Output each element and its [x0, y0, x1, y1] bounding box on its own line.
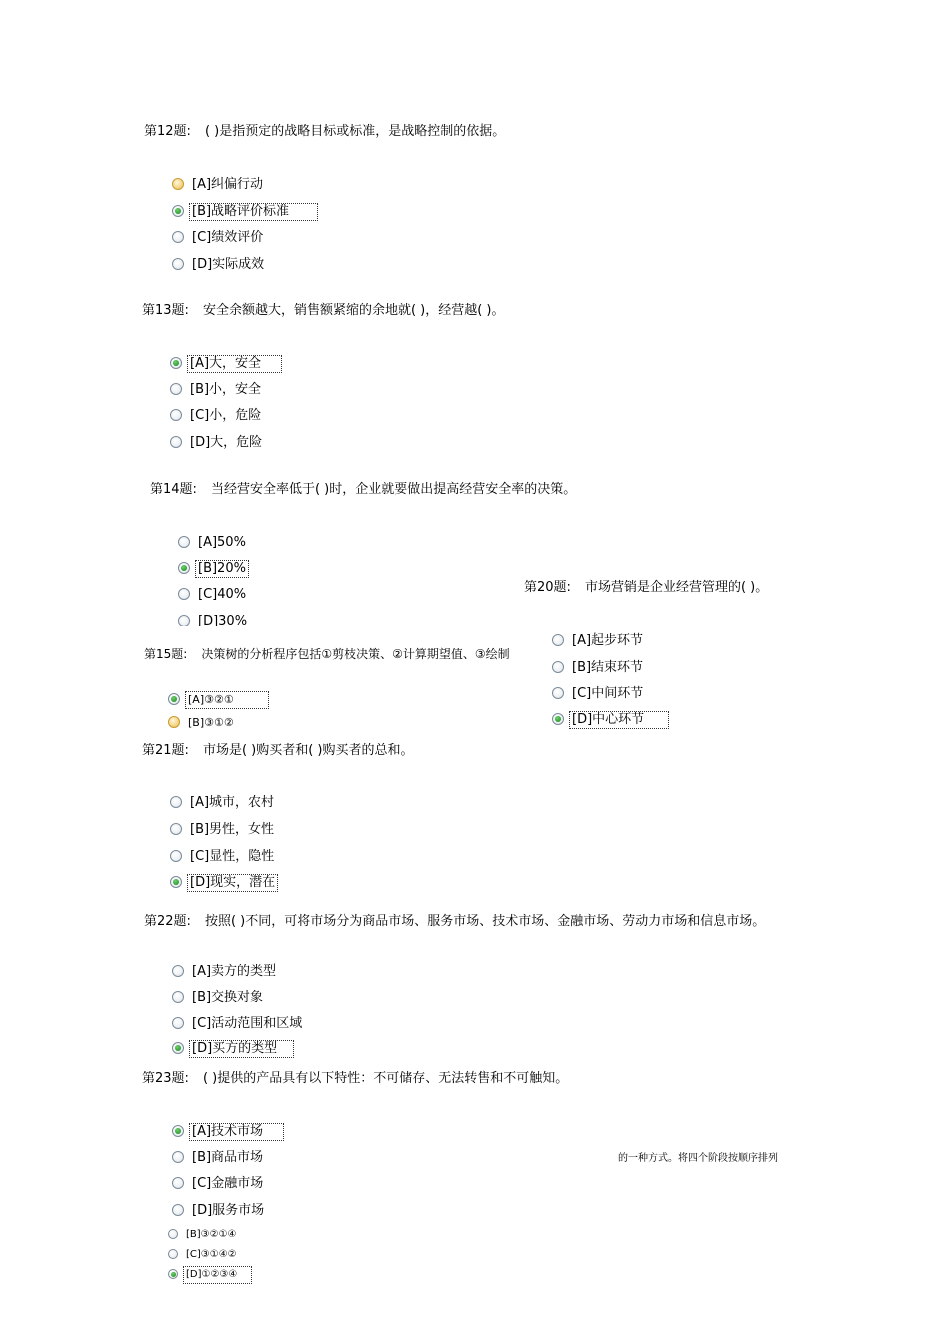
option-b[interactable]: [B]小，安全: [170, 382, 263, 400]
option-b[interactable]: [B]③②①④: [168, 1227, 239, 1245]
option-c[interactable]: [C]金融市场: [172, 1176, 265, 1194]
radio-icon[interactable]: [172, 231, 184, 243]
radio-icon[interactable]: [172, 1151, 184, 1163]
option-d[interactable]: [D]实际成效: [172, 257, 266, 275]
option-a[interactable]: [A]技术市场: [172, 1124, 283, 1142]
question-14-title: 第14题: 当经营安全率低于( )时，企业就要做出提高经营安全率的决策。: [150, 482, 577, 497]
option-a[interactable]: [A]③②①: [168, 692, 268, 710]
radio-icon[interactable]: [170, 436, 182, 448]
question-20-title: 第20题: 市场营销是企业经营管理的( )。: [524, 580, 769, 595]
option-a[interactable]: [A]50%: [178, 535, 248, 553]
radio-checked-icon[interactable]: [172, 1125, 184, 1137]
question-22-title: 第22题: 按照( )不同，可将市场分为商品市场、服务市场、技术市场、金融市场、劳动力市场和信息市场。: [144, 914, 766, 929]
option-b[interactable]: [B]结束环节: [552, 660, 645, 678]
option-d[interactable]: [D]①②③④: [168, 1267, 251, 1285]
option-b[interactable]: [B]男性，女性: [170, 822, 276, 840]
option-c[interactable]: [C]小，危险: [170, 408, 263, 426]
option-b[interactable]: [B]商品市场: [172, 1150, 265, 1168]
question-15-title: 第15题: 决策树的分析程序包括①剪枝决策、②计算期望值、③绘制: [144, 647, 510, 661]
radio-icon[interactable]: [178, 536, 190, 548]
option-a[interactable]: [A]卖方的类型: [172, 964, 278, 982]
question-text: ( )是指预定的战略目标或标准，是战略控制的依据。: [204, 124, 506, 139]
option-b[interactable]: [B]战略评价标准: [172, 204, 317, 222]
radio-checked-icon[interactable]: [172, 205, 184, 217]
radio-checked-icon[interactable]: [170, 357, 182, 369]
option-b[interactable]: [B]交换对象: [172, 990, 265, 1008]
radio-icon[interactable]: [172, 258, 184, 270]
radio-icon[interactable]: [170, 383, 182, 395]
radio-icon[interactable]: [170, 409, 182, 421]
option-c[interactable]: [C]中间环节: [552, 686, 645, 704]
option-a[interactable]: [A]纠偏行动: [172, 177, 265, 195]
radio-checked-icon[interactable]: [168, 693, 180, 705]
radio-icon[interactable]: [172, 1017, 184, 1029]
option-b[interactable]: [B]20%: [178, 561, 248, 579]
radio-icon[interactable]: [170, 823, 182, 835]
radio-icon[interactable]: [170, 796, 182, 808]
question-13-title: 第13题: 安全余额越大，销售额紧缩的余地就( )，经营越( )。: [142, 303, 505, 318]
radio-icon[interactable]: [172, 1177, 184, 1189]
option-d[interactable]: [D]大，危险: [170, 435, 264, 453]
radio-icon[interactable]: [172, 965, 184, 977]
radio-checked-icon[interactable]: [168, 1269, 178, 1279]
radio-icon[interactable]: [178, 588, 190, 600]
radio-icon[interactable]: [172, 1204, 184, 1216]
option-c[interactable]: [C]活动范围和区域: [172, 1016, 304, 1034]
radio-icon[interactable]: [178, 615, 190, 626]
option-c[interactable]: [C]40%: [178, 587, 248, 605]
option-a[interactable]: [A]城市，农村: [170, 795, 276, 813]
radio-icon[interactable]: [552, 661, 564, 673]
option-d[interactable]: [D]中心环节: [552, 712, 668, 730]
fragment-text: 的一种方式。将四个阶段按顺序排列: [618, 1153, 778, 1164]
radio-icon[interactable]: [552, 634, 564, 646]
radio-icon[interactable]: [172, 991, 184, 1003]
option-a[interactable]: [A]起步环节: [552, 633, 645, 651]
question-21-title: 第21题: 市场是( )购买者和( )购买者的总和。: [142, 743, 414, 758]
radio-checked-icon[interactable]: [170, 876, 182, 888]
radio-checked-icon[interactable]: [178, 562, 190, 574]
option-d[interactable]: [D]买方的类型: [172, 1041, 293, 1059]
option-c[interactable]: [C]③①④②: [168, 1247, 239, 1265]
question-number: 第12题:: [144, 124, 191, 139]
question-12-title: [144, 124, 505, 140]
radio-checked-icon[interactable]: [172, 1042, 184, 1054]
radio-icon[interactable]: [168, 716, 180, 728]
option-c[interactable]: [C]绩效评价: [172, 230, 265, 248]
option-d[interactable]: [D]现实，潜在: [170, 875, 277, 893]
radio-icon[interactable]: [552, 687, 564, 699]
option-b[interactable]: [B]③①②: [168, 715, 236, 733]
question-23-title: 第23题: ( )提供的产品具有以下特性：不可储存、无法转售和不可触知。: [142, 1071, 569, 1086]
radio-icon[interactable]: [172, 178, 184, 190]
radio-icon[interactable]: [168, 1229, 178, 1239]
radio-icon[interactable]: [168, 1249, 178, 1259]
option-c[interactable]: [C]显性，隐性: [170, 849, 276, 867]
radio-icon[interactable]: [170, 850, 182, 862]
radio-checked-icon[interactable]: [552, 713, 564, 725]
option-d[interactable]: [D]30%: [178, 614, 249, 626]
option-a[interactable]: [A]大，安全: [170, 356, 281, 374]
option-d[interactable]: [D]服务市场: [172, 1203, 266, 1221]
